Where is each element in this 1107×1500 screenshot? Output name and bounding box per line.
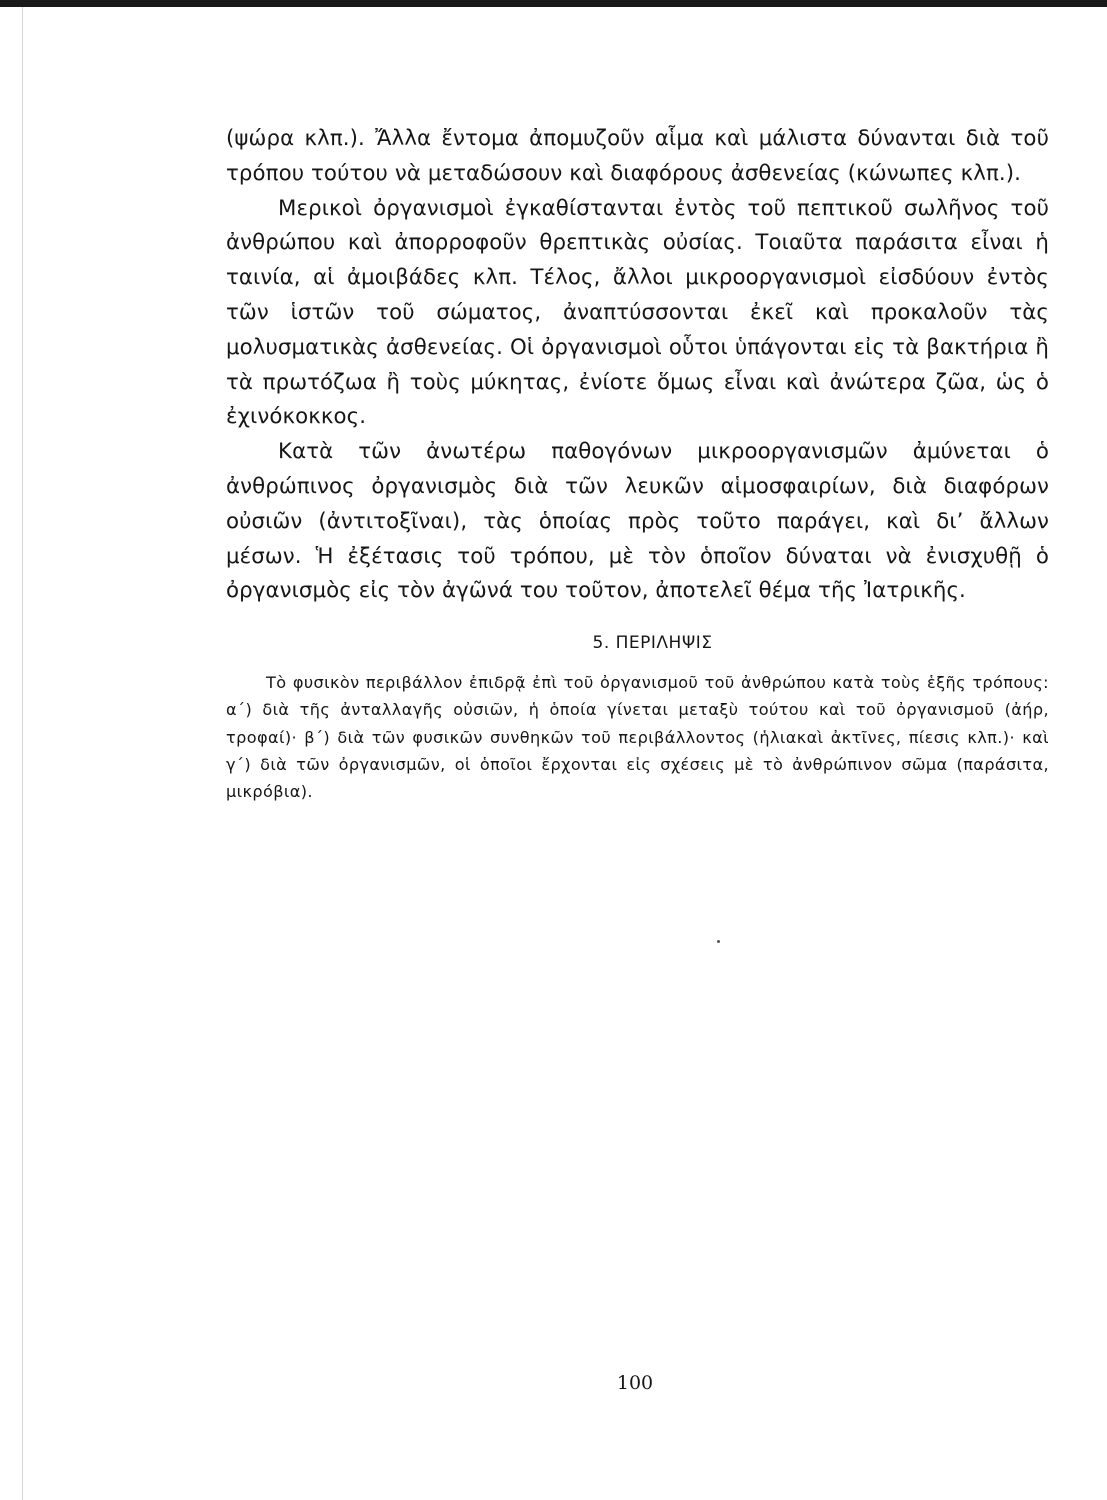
paragraph-body-defense: Κατὰ τῶν ἀνωτέρω παθογόνων μικροοργανισμῶν ἀμύνεται ὁ ἀνθρώπινος ὀργανισμὸς διὰ τῶν λευκῶν αἱμοσφαιρίων, διὰ διαφόρων οὐσιῶν (ἀντιτοξῖναι), τὰς ὁποίας πρὸς τοῦτο παράγει, καὶ δι’ ἄλλων μέσων. Ἡ ἐξέτασις τοῦ τρόπου, μὲ τὸν ὁποῖον δύναται νὰ ἐνισχυθῇ ὁ ὀργανισμὸς εἰς τὸν ἀγῶνά του τοῦτον, ἀποτελεῖ θέμα τῆς Ἰατρικῆς. [226,439,1049,604]
scan-left-edge [22,7,23,1500]
stray-mark [717,940,720,943]
page-number: 100 [616,1372,654,1394]
page-body [226,122,1049,806]
summary-text: Τὸ φυσικὸν περιβάλλον ἐπιδρᾷ ἐπὶ τοῦ ὀργανισμοῦ τοῦ ἀνθρώπου κατὰ τοὺς ἑξῆς τρόπους: α΄) διὰ τῆς ἀνταλλαγῆς οὐσιῶν, ἡ ὁποία γίνεται μεταξὺ τούτου καὶ τοῦ ὀργανισμοῦ (ἀήρ, τροφαί)· β΄) διὰ τῶν φυσικῶν συνθηκῶν τοῦ περιβάλλοντος (ἡλιακαὶ ἀκτῖνες, πίεσις κλπ.)· καὶ γ΄) διὰ τῶν ὀργανισμῶν, οἱ ὁποῖοι ἔρχονται εἰς σχέσεις μὲ τὸ ἀνθρώπινον σῶμα (παράσιτα, μικρόβια). [226,673,1049,802]
paragraph-parasites-continued: (ψώρα κλπ.). Ἄλλα ἔντομα ἀπομυζοῦν αἷμα καὶ μάλιστα δύνανται διὰ τοῦ τρόπου τούτου νὰ μεταδώσουν καὶ διαφόρους ἀσθενείας (κώνωπες κλπ.). [226,126,1049,186]
scan-top-border [0,0,1107,7]
paragraph-internal-organisms: Μερικοὶ ὀργανισμοὶ ἐγκαθίστανται ἐντὸς τοῦ πεπτικοῦ σωλῆνος τοῦ ἀνθρώπου καὶ ἀπορροφοῦν θρεπτικὰς οὐσίας. Τοιαῦτα παράσιτα εἶναι ἡ ταινία, αἱ ἀμοιβάδες κλπ. Τέλος, ἄλλοι μικροοργανισμοὶ εἰσδύουν ἐντὸς τῶν ἱστῶν τοῦ σώματος, ἀναπτύσσονται ἐκεῖ καὶ προκαλοῦν τὰς μολυσματικὰς ἀσθενείας. Οἱ ὀργανισμοὶ οὗτοι ὑπάγονται εἰς τὰ βακτήρια ἢ τὰ πρωτόζωα ἢ τοὺς μύκητας, ἐνίοτε ὅμως εἶναι καὶ ἀνώτερα ζῶα, ὡς ὁ ἐχινόκοκκος. [226,195,1049,430]
summary-heading: 5. ΠΕΡΙΛΗΨΙΣ [592,633,713,654]
